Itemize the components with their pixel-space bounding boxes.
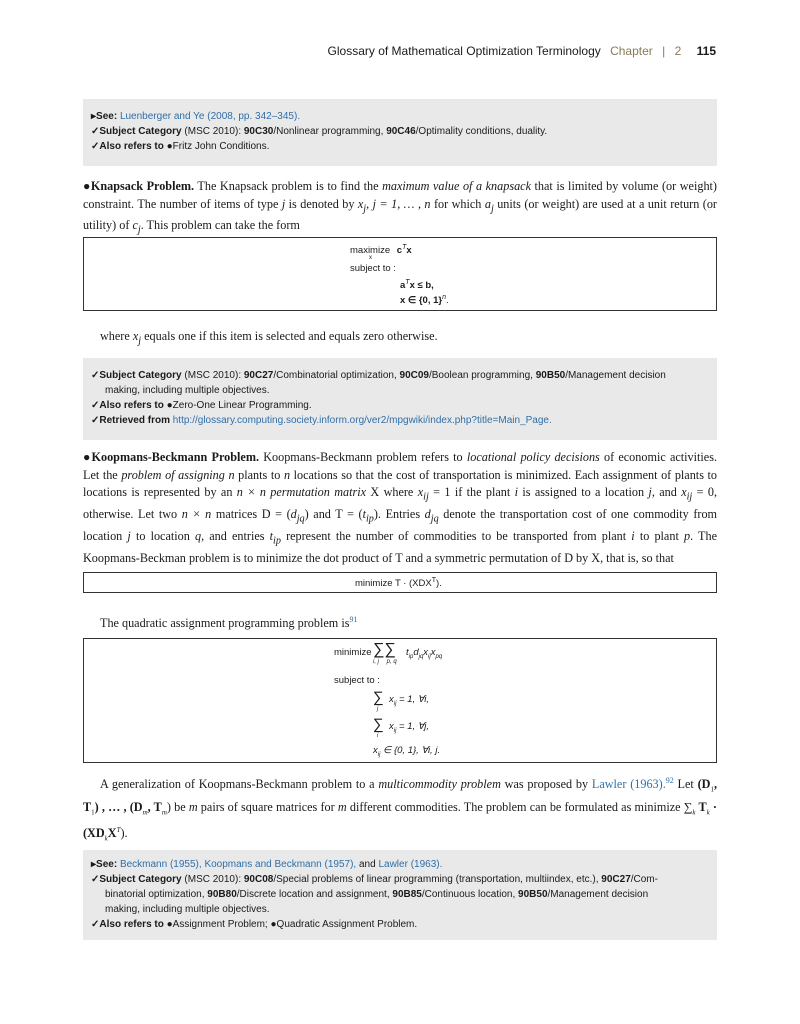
- qap-line: The quadratic assignment programming problem $is^{91}$: [100, 615, 358, 631]
- retrieved-line: ✓Retrieved from http://glossary.computing.society.inform.org/ver2/mpgwiki/index.php?title=Main_Page.: [91, 415, 552, 426]
- also-refers-line: ✓Also refers to ●Zero-One Linear Programming.: [91, 400, 312, 411]
- footnote-91[interactable]: 91: [349, 615, 358, 624]
- running-header: [328, 44, 716, 58]
- generalization-paragraph: A generalization of Koopmans-Beckmann problem to a multicommodity problem was proposed by Lawler (1963).$^{92}$ Let ($D_1$, $T_1$) , … , ($D_m$, $T_m$) be m pairs of square matrices for m different commodities. The problem can be formulated as minimize $\sum_k$ $T_k \cdot (XD_kX^T)$.: [83, 776, 718, 843]
- lawler-1963-link[interactable]: Lawler (1963).: [378, 859, 443, 870]
- reference-box-3: ▸See: Beckmann (1955), Koopmans and Beckmann (1957), and Lawler (1963). ✓Subject Category (MSC 2010): 90C08/Special problems of linear programming (transportation, multiindex, etc.), 90C27/Com- binatorial optimization, 90B80/Discrete location and assignment, 90B85/Continuous location, 90B50/Management decision making, including multiple objectives. ✓Also refers to ●Assignment Problem; ●Quadratic Assignment Problem.: [83, 850, 717, 940]
- see-line: ▸See: Beckmann (1955), Koopmans and Beckmann (1957), and Lawler (1963).: [91, 859, 443, 870]
- reference-box-2: ✓Subject Category (MSC 2010): 90C27/Combinatorial optimization, 90C09/Boolean programming, 90B50/Management decision making, including multiple objectives. ✓Also refers to ●Zero-One Linear Programming. ✓Retrieved from http://glossary.computing.society.inform.org/ver2/mpgwiki/index.php?title=Main_Page.: [83, 358, 717, 440]
- qap-formula: minimize ∑∑ i, j p, q $t_{ip}d_{jq}x_{ij}x_{pq}$ subject to : ∑ j $x_{ij} = 1$, ∀i, ∑ i $x_{ij} = 1$, ∀j, $x_{ij}$ ∈ {0, 1}, ∀i, j.: [83, 638, 717, 763]
- koopmans-formula: minimize $T \cdot (XDX^T)$.: [83, 572, 717, 593]
- see-line: ▸See: Luenberger and Ye (2008, pp. 342–345).: [91, 111, 301, 122]
- see-link[interactable]: Luenberger and Ye (2008, pp. 342–345).: [119, 111, 301, 122]
- reference-box-1: [83, 99, 717, 166]
- also-refers-line: ✓Also refers to ●Fritz John Conditions.: [91, 141, 270, 152]
- chapter-separator: |: [662, 44, 666, 58]
- knapsack-paragraph: ●Knapsack Problem. The Knapsack problem is to find the maximum value of a knapsack that is limited by volume (or weight) constraint. The number of items of type j is denoted by $x_j$, j = 1, … , n for which $a_j$ units (or weight) are used at a unit return (or utility) of $c_j$. This problem can take the form: [83, 179, 717, 236]
- koopmans-term: Koopmans-Beckmann Problem.: [91, 450, 260, 464]
- subject-line: ✓Subject Category (MSC 2010): 90C08/Special problems of linear programming (transportation, multiindex, etc.), 90C27/Com-: [91, 874, 658, 885]
- koopmans-paragraph: ●Koopmans-Beckmann Problem. Koopmans-Beckmann problem refers to locational policy decisions of economic activities. Let the problem of assigning n plants to n locations so that the cost of transportation is minimized. Each assignment of plants to locations is represented by an n × n permutation matrix X where $x_{ij} = 1$ if the plant i is assigned to a location j, and $x_{ij} = 0$, otherwise. Let two n × n matrices $D = (d_{jq})$ and $T = (t_{ip})$. Entries $d_{jq}$ denote the transportation cost of one commodity from location j to location q, and entries $t_{ip}$ represent the number of commodities to be transported from plant i to plant p. The Koopmans-Beckman problem is to minimize the dot product of T and a symmetric permutation of D by X, that is, so that: [83, 450, 718, 565]
- knapsack-formula: maximize $c^Tx$ x subject to : $a^Tx \le b$, x ∈ {0, 1}$^n$.: [83, 237, 717, 311]
- retrieved-url-link[interactable]: http://glossary.computing.society.inform.org/ver2/mpgwiki/index.php?title=Main_Page.: [172, 415, 552, 426]
- chapter-label: Chapter: [610, 44, 653, 58]
- koopmans-beckmann-link[interactable]: Koopmans and Beckmann (1957),: [204, 859, 357, 870]
- running-title: Glossary of Mathematical Optimization Terminology: [327, 44, 601, 58]
- where-line: where $x_j$ equals one if this item is selected and equals zero otherwise.: [100, 329, 438, 347]
- subject-line: ✓Subject Category (MSC 2010): 90C27/Combinatorial optimization, 90C09/Boolean programming, 90B50/Management decision: [91, 370, 666, 381]
- chapter-number: 2: [674, 44, 682, 58]
- subject-line: ✓Subject Category (MSC 2010): 90C30/Nonlinear programming, 90C46/Optimality conditions, duality.: [91, 126, 548, 137]
- beckmann-1955-link[interactable]: Beckmann (1955),: [119, 859, 202, 870]
- lawler-link[interactable]: Lawler (1963).: [591, 777, 666, 792]
- also-refers-line: ✓Also refers to ●Assignment Problem; ●Quadratic Assignment Problem.: [91, 919, 418, 930]
- page-number: 115: [696, 44, 716, 58]
- knapsack-term: Knapsack Problem.: [90, 179, 195, 193]
- footnote-92[interactable]: 92: [665, 776, 674, 785]
